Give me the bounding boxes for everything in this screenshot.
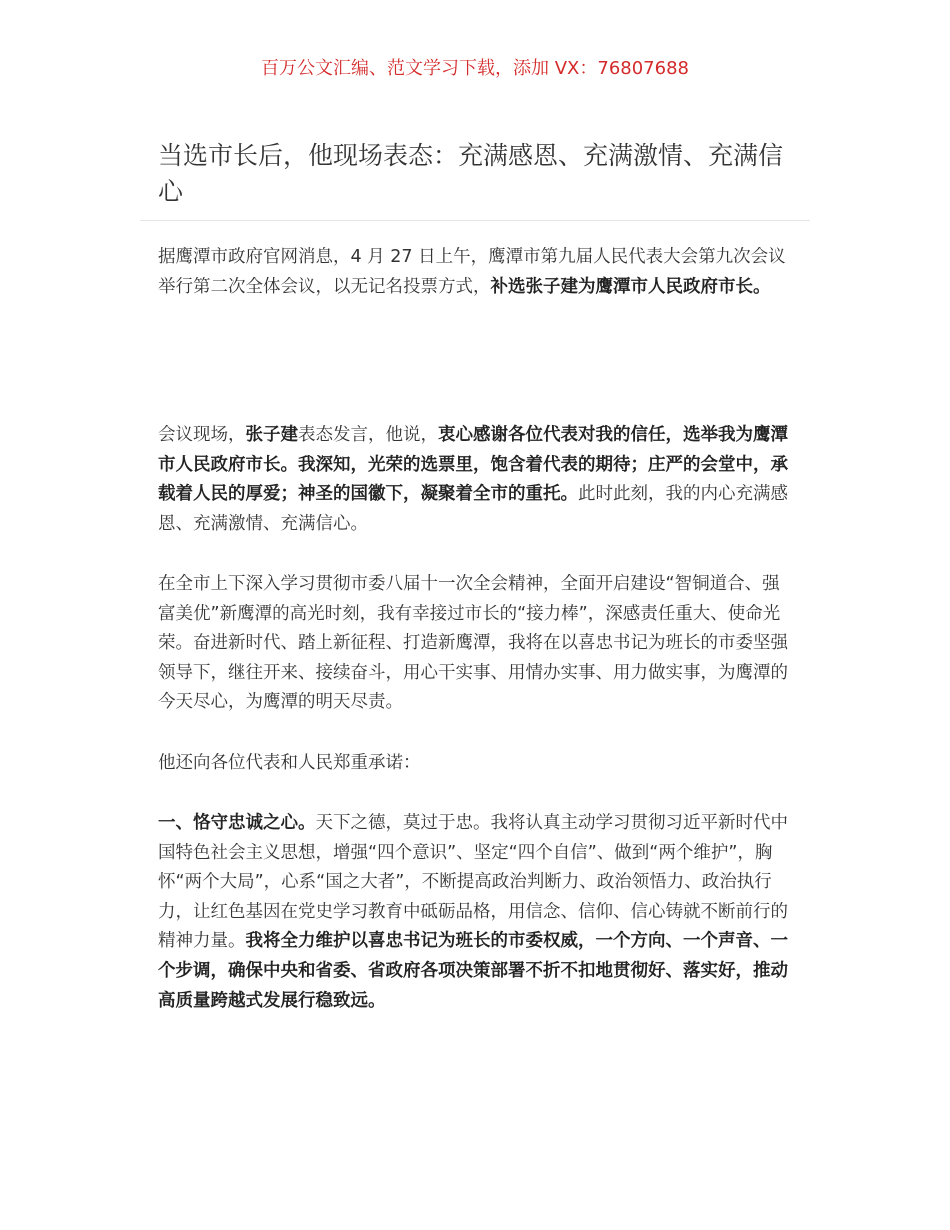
paragraph-2-text-e: 此时此刻，我的内心充满感恩、充满激情、充满信心。 [158, 484, 788, 534]
paragraph-1-text: 据鹰潭市政府官网消息，4 月 27 日上午，鹰潭市第九届人民代表大会第九次会议举行第二次全体会议，以无记名投票方式， [158, 247, 786, 297]
paragraph-2-speaker: 张子建 [245, 425, 298, 445]
paragraph-2 [158, 421, 788, 539]
paragraph-3: 在全市上下深入学习贯彻市委八届十一次全会精神，全面开启建设“智铜道合、强富美优”新鹰潭的高光时刻，我有幸接过市长的“接力棒”，深感责任重大、使命光荣。奋进新时代、踏上新征程、打造新鹰潭，我将在以喜忠书记为班长的市委坚强领导下，继往开来、接续奋斗，用心干实事、用情办实事、用力做实事，为鹰潭的今天尽心，为鹰潭的明天尽责。 [158, 574, 788, 713]
title-divider [140, 220, 810, 221]
paragraph-5-heading: 一、恪守忠诚之心。 [158, 813, 316, 833]
paragraph-5-text: 天下之德，莫过于忠。我将认真主动学习贯彻习近平新时代中国特色社会主义思想，增强“四个意识”、坚定“四个自信”、做到“两个维护”，胸怀“两个大局”，心系“国之大者”，不断提高政治判断力、政治领悟力、政治执行力，让红色基因在党史学习教育中砥砺品格，用信念、信仰、信心铸就不断前行的精神力量。 [158, 813, 788, 952]
paragraph-2-text-c: 表态发言，他说， [298, 425, 438, 445]
paragraph-4: 他还向各位代表和人民郑重承诺： [158, 753, 421, 773]
header-banner: 百万公文汇编、范文学习下载，添加 VX：76807688 [261, 58, 689, 79]
article-title: 当选市长后，他现场表态：充满感恩、充满激情、充满信心 [158, 141, 784, 206]
paragraph-2-quote: 衷心感谢各位代表对我的信任，选举我为鹰潭市人民政府市长。我深知，光荣的选票里，饱含着代表的期待；庄严的会堂中，承载着人民的厚爱；神圣的国徽下，凝聚着全市的重托。 [158, 425, 788, 505]
paragraph-1-bold: 补选张子建为鹰潭市人民政府市长。 [490, 276, 771, 297]
paragraph-1 [158, 243, 788, 302]
paragraph-5-bold: 我将全力维护以喜忠书记为班长的市委权威，一个方向、一个声音、一个步调，确保中央和省委、省政府各项决策部署不折不扣地贯彻好、落实好，推动高质量跨越式发展行稳致远。 [158, 931, 788, 1011]
paragraph-2-text-a: 会议现场， [158, 425, 246, 445]
paragraph-5 [158, 809, 788, 1016]
